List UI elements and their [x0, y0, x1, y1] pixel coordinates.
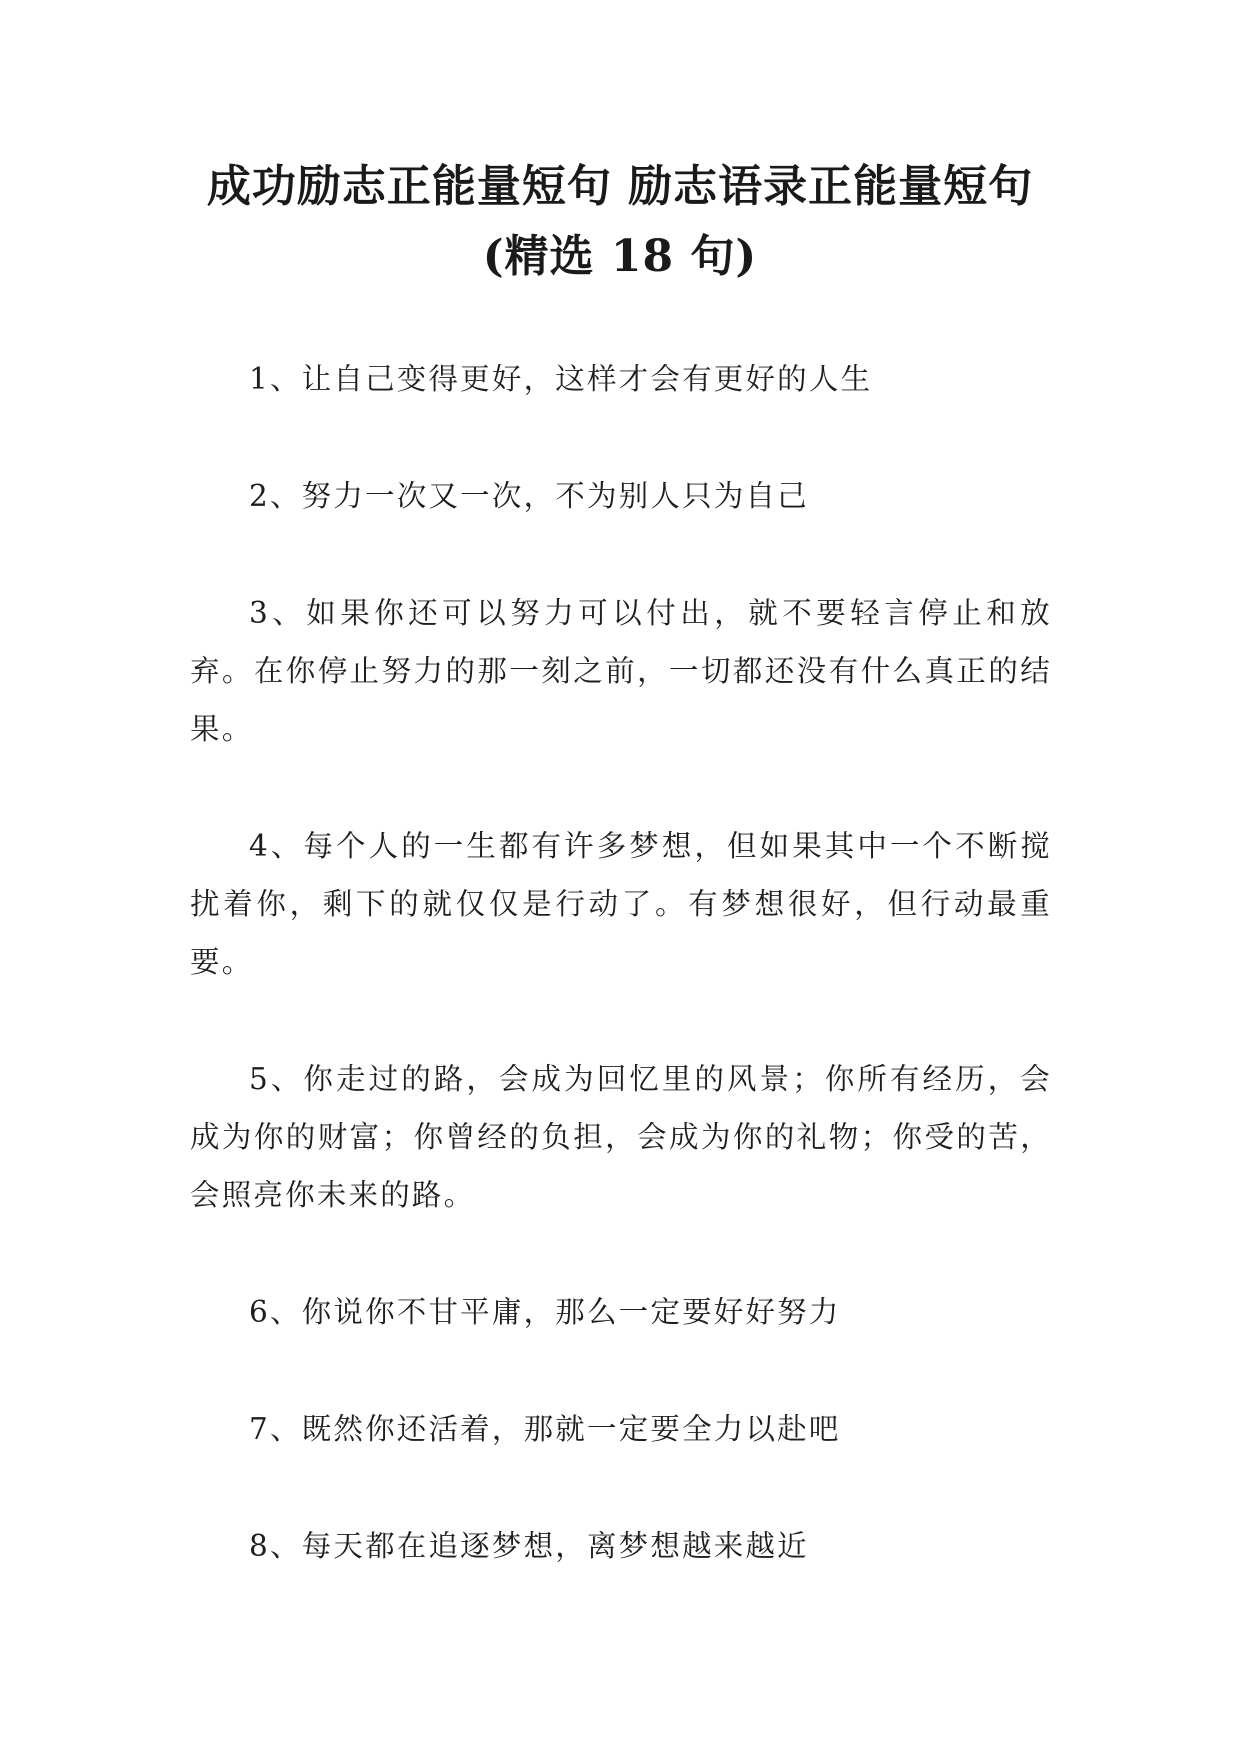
- paragraph-5: 5、你走过的路，会成为回忆里的风景；你所有经历，会成为你的财富；你曾经的负担，会成为你的礼物；你受的苦，会照亮你未来的路。: [190, 1062, 1052, 1212]
- paragraph-1: 1、让自己变得更好，这样才会有更好的人生: [249, 362, 873, 396]
- paragraph-4: 4、每个人的一生都有许多梦想，但如果其中一个不断搅扰着你，剩下的就仅仅是行动了。有梦想很好，但行动最重要。: [190, 829, 1052, 979]
- title-line-2: (精选 18 句): [482, 231, 758, 282]
- document-title: [150, 152, 1090, 292]
- document-body: [190, 350, 1052, 1634]
- paragraph-8: 8、每天都在追逐梦想，离梦想越来越近: [249, 1529, 809, 1563]
- paragraph-2: 2、努力一次又一次，不为别人只为自己: [249, 479, 809, 513]
- paragraph-3: 3、如果你还可以努力可以付出，就不要轻言停止和放弃。在你停止努力的那一刻之前，一切都还没有什么真正的结果。: [190, 596, 1052, 746]
- title-line-1: 成功励志正能量短句 励志语录正能量短句: [206, 161, 1034, 212]
- paragraph-6: 6、你说你不甘平庸，那么一定要好好努力: [249, 1295, 841, 1329]
- paragraph-7: 7、既然你还活着，那就一定要全力以赴吧: [249, 1412, 841, 1446]
